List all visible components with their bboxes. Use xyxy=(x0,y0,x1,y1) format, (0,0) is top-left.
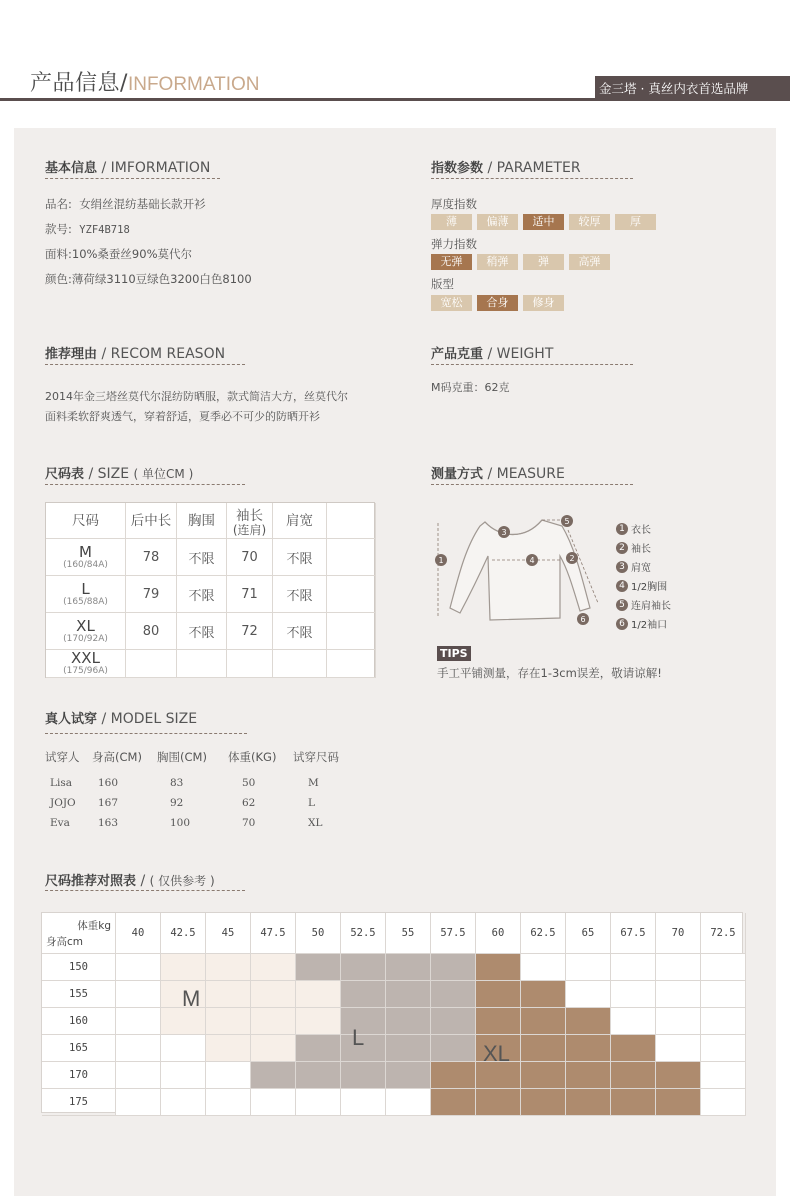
marker-4: 4 xyxy=(529,556,535,565)
elastic-chip: 无弹 xyxy=(431,254,472,270)
grid-cell xyxy=(611,954,656,981)
grid-cell xyxy=(296,1089,341,1116)
grid-cell xyxy=(251,981,296,1008)
legend-label: 连肩袖长 xyxy=(631,601,671,612)
grid-cell xyxy=(251,1089,296,1116)
grid-cell xyxy=(161,1035,206,1062)
grid-cell xyxy=(701,1008,746,1035)
size-title-unit: ( 单位CM ) xyxy=(133,467,194,481)
grid-cell xyxy=(341,954,386,981)
model-title-en: / MODEL SIZE xyxy=(97,711,198,727)
page-title-cn: 产品信息 xyxy=(30,71,121,96)
thickness-chip: 偏薄 xyxy=(477,214,518,230)
model-divider xyxy=(45,733,247,734)
grid-cell xyxy=(206,1089,251,1116)
fit-label: 版型 xyxy=(431,277,454,291)
legend-number: 5 xyxy=(616,599,628,611)
measure-title xyxy=(431,463,565,482)
model-cell: Eva xyxy=(50,817,70,829)
model-cell: 160 xyxy=(98,777,119,789)
grid-cell xyxy=(161,1062,206,1089)
legend-number: 6 xyxy=(616,618,628,630)
grid-cell xyxy=(341,981,386,1008)
grid-cell xyxy=(116,1062,161,1089)
corner-height-label: 身高cm xyxy=(46,936,84,948)
marker-1: 1 xyxy=(438,556,444,565)
legend-label: 肩宽 xyxy=(631,563,651,574)
info-label: 颜色: xyxy=(45,272,72,286)
reason-title xyxy=(45,343,225,362)
grid-cell xyxy=(431,981,476,1008)
size-code: M xyxy=(79,542,92,561)
size-row-chest: 不限 xyxy=(177,539,227,576)
grid-cell xyxy=(521,1062,566,1089)
weight-header: 72.5 xyxy=(701,913,746,954)
size-table-title xyxy=(45,463,193,482)
weight-header: 42.5 xyxy=(161,913,206,954)
grid-cell xyxy=(521,1008,566,1035)
grid-cell xyxy=(431,1089,476,1116)
model-cell: M xyxy=(308,777,319,789)
model-cell: 83 xyxy=(170,777,184,789)
size-header-chest: 胸围 xyxy=(177,503,227,539)
tips-text: 手工平铺测量，存在1-3cm误差，敬请谅解! xyxy=(437,666,662,680)
size-code: XXL xyxy=(71,649,100,667)
height-header: 150 xyxy=(42,954,116,981)
size-spec: (165/88A) xyxy=(63,596,108,607)
grid-cell xyxy=(386,954,431,981)
size-row-sleeve: 70 xyxy=(227,539,273,576)
size-row-blank xyxy=(327,539,376,576)
size-header-blank xyxy=(327,503,376,539)
grid-corner xyxy=(42,913,116,954)
grid-cell xyxy=(476,1089,521,1116)
size-header-size: 尺码 xyxy=(46,503,126,539)
model-header: 体重(KG) xyxy=(228,750,277,764)
grid-cell xyxy=(386,1035,431,1062)
weight-header: 67.5 xyxy=(611,913,656,954)
grid-cell xyxy=(611,981,656,1008)
legend-number: 1 xyxy=(616,523,628,535)
recommend-title xyxy=(45,870,215,889)
grid-cell xyxy=(251,1035,296,1062)
model-cell: 167 xyxy=(98,797,119,809)
reason-line-2: 面料柔软舒爽透气，穿着舒适，夏季必不可少的防晒开衫 xyxy=(45,410,320,423)
marker-3: 3 xyxy=(501,528,507,537)
size-label-wrap xyxy=(63,542,108,570)
size-recommend-grid xyxy=(41,912,743,1113)
size-spec: (160/84A) xyxy=(63,559,108,570)
weight-header: 60 xyxy=(476,913,521,954)
size-header-sleeve-label: 袖长 xyxy=(236,508,263,524)
shirt-outline xyxy=(450,520,590,620)
basic-info-title-cn: 基本信息 xyxy=(45,161,98,176)
height-header: 175 xyxy=(42,1089,116,1116)
weight-header: 40 xyxy=(116,913,161,954)
size-title-cn: 尺码表 xyxy=(45,467,85,482)
header-rule xyxy=(0,98,595,101)
page-title-en: INFORMATION xyxy=(127,74,260,95)
fit-chip: 宽松 xyxy=(431,295,472,311)
brand-banner: 金三塔 · 真丝内衣首选品牌 xyxy=(595,76,790,101)
height-header: 165 xyxy=(42,1035,116,1062)
reason-divider xyxy=(45,364,245,365)
basic-info-title-en: / IMFORMATION xyxy=(97,160,211,176)
grid-cell xyxy=(566,1062,611,1089)
info-value: 10%桑蚕丝90%莫代尔 xyxy=(71,247,192,261)
grid-cell xyxy=(296,1035,341,1062)
grid-cell xyxy=(116,1035,161,1062)
grid-cell xyxy=(701,1062,746,1089)
weight-title-cn: 产品克重 xyxy=(431,347,484,362)
model-header: 胸围(CM) xyxy=(157,750,207,764)
grid-cell xyxy=(611,1008,656,1035)
legend-label: 1/2胸围 xyxy=(631,582,668,593)
size-header-sleeve-wrap xyxy=(233,509,266,537)
grid-cell xyxy=(341,1062,386,1089)
info-label: 面料: xyxy=(45,247,72,261)
grid-cell xyxy=(431,1062,476,1089)
grid-cell xyxy=(566,954,611,981)
measure-divider xyxy=(431,484,633,485)
measure-title-en: / MEASURE xyxy=(483,466,565,482)
model-header: 试穿尺码 xyxy=(293,750,339,764)
basic-info-divider xyxy=(45,178,220,179)
grid-cell xyxy=(476,1008,521,1035)
legend-number: 4 xyxy=(616,580,628,592)
size-label-wrap xyxy=(63,579,108,607)
legend-item xyxy=(616,616,667,631)
grid-cell xyxy=(521,954,566,981)
legend-item xyxy=(616,540,651,555)
size-row-chest: 不限 xyxy=(177,613,227,650)
grid-cell xyxy=(116,1089,161,1116)
grid-cell xyxy=(656,1062,701,1089)
info-value: YZF4B718 xyxy=(79,224,130,236)
model-cell: 50 xyxy=(242,777,256,789)
elastic-label: 弹力指数 xyxy=(431,237,477,251)
size-code: L xyxy=(81,579,90,598)
grid-cell xyxy=(656,954,701,981)
size-row-length: 78 xyxy=(126,539,177,576)
size-label-wrap xyxy=(63,616,108,644)
basic-info-title xyxy=(45,157,210,176)
size-header-sleeve-sub: (连肩) xyxy=(232,523,267,537)
grid-cell xyxy=(116,981,161,1008)
size-header-sleeve xyxy=(227,503,273,539)
grid-cell xyxy=(701,954,746,981)
size-divider xyxy=(45,484,245,485)
grid-cell xyxy=(431,1008,476,1035)
legend-number: 3 xyxy=(616,561,628,573)
grid-cell xyxy=(341,1089,386,1116)
marker-5: 5 xyxy=(564,517,570,526)
size-row-chest: 不限 xyxy=(177,576,227,613)
reason-title-cn: 推荐理由 xyxy=(45,347,98,362)
elastic-chip: 弹 xyxy=(523,254,564,270)
legend-item xyxy=(616,578,667,593)
weight-text: M码克重：62克 xyxy=(431,381,510,394)
grid-cell xyxy=(701,1035,746,1062)
size-row-shoulder: 不限 xyxy=(273,576,327,613)
size-label-wrap xyxy=(63,651,108,676)
weight-title-en: / WEIGHT xyxy=(483,346,554,362)
thickness-label: 厚度指数 xyxy=(431,197,477,211)
model-title-cn: 真人试穿 xyxy=(45,712,98,727)
size-row-chest xyxy=(177,650,227,678)
corner-weight-label: 体重kg xyxy=(77,920,111,932)
model-cell: JOJO xyxy=(50,797,76,809)
info-label: 款号: xyxy=(45,222,72,236)
grid-cell xyxy=(431,1035,476,1062)
grid-cell xyxy=(611,1062,656,1089)
grid-cell xyxy=(566,1035,611,1062)
grid-cell xyxy=(296,1008,341,1035)
model-cell: 70 xyxy=(242,817,256,829)
weight-header: 57.5 xyxy=(431,913,476,954)
grid-cell xyxy=(701,981,746,1008)
legend-item xyxy=(616,521,651,536)
size-spec: (175/96A) xyxy=(63,666,108,676)
grid-cell xyxy=(656,1089,701,1116)
size-row-length: 80 xyxy=(126,613,177,650)
size-row-length xyxy=(126,650,177,678)
thickness-chip: 厚 xyxy=(615,214,656,230)
model-header: 身高(CM) xyxy=(92,750,142,764)
grid-cell xyxy=(116,954,161,981)
weight-header: 62.5 xyxy=(521,913,566,954)
grid-cell xyxy=(206,1035,251,1062)
size-row-length: 79 xyxy=(126,576,177,613)
height-header: 155 xyxy=(42,981,116,1008)
page-title-slash: / xyxy=(120,71,128,96)
model-cell: 92 xyxy=(170,797,184,809)
legend-label: 袖长 xyxy=(631,544,651,555)
thickness-chip: 适中 xyxy=(523,214,564,230)
info-value: 薄荷绿3110豆绿色3200白色8100 xyxy=(71,272,252,286)
weight-header: 55 xyxy=(386,913,431,954)
grid-size-label: M xyxy=(182,986,201,1011)
grid-cell xyxy=(161,1008,206,1035)
size-title-en: / SIZE xyxy=(84,466,130,482)
size-row-shoulder: 不限 xyxy=(273,539,327,576)
grid-cell xyxy=(161,1089,206,1116)
grid-cell xyxy=(251,954,296,981)
grid-cell xyxy=(476,954,521,981)
weight-header: 65 xyxy=(566,913,611,954)
grid-cell xyxy=(386,1089,431,1116)
parameter-title xyxy=(431,157,581,176)
grid-cell xyxy=(566,1008,611,1035)
grid-cell xyxy=(161,954,206,981)
grid-cell xyxy=(521,1035,566,1062)
size-row-sleeve: 71 xyxy=(227,576,273,613)
thickness-chip: 薄 xyxy=(431,214,472,230)
model-cell: XL xyxy=(308,817,323,829)
grid-cell xyxy=(386,1008,431,1035)
measure-title-cn: 测量方式 xyxy=(431,467,484,482)
grid-size-label: XL xyxy=(483,1041,510,1066)
legend-item xyxy=(616,597,671,612)
model-cell: 62 xyxy=(242,797,256,809)
recommend-title-note: ( 仅供参考 ) xyxy=(149,874,215,888)
weight-header: 50 xyxy=(296,913,341,954)
legend-item xyxy=(616,559,651,574)
grid-cell xyxy=(656,1035,701,1062)
grid-cell xyxy=(386,1062,431,1089)
elastic-chip: 稍弹 xyxy=(477,254,518,270)
grid-cell xyxy=(701,1089,746,1116)
recommend-title-cn: 尺码推荐对照表 xyxy=(45,874,137,889)
height-header: 160 xyxy=(42,1008,116,1035)
legend-label: 衣长 xyxy=(631,525,651,536)
model-header: 试穿人 xyxy=(45,750,80,764)
size-row-shoulder: 不限 xyxy=(273,613,327,650)
info-line-color xyxy=(45,271,252,287)
weight-title xyxy=(431,343,553,362)
weight-divider xyxy=(431,364,633,365)
size-row-label xyxy=(46,650,126,678)
grid-cell xyxy=(206,954,251,981)
weight-header: 70 xyxy=(656,913,701,954)
info-line-code xyxy=(45,221,130,237)
recommend-divider xyxy=(45,890,245,891)
legend-label: 1/2袖口 xyxy=(631,620,668,631)
grid-cell xyxy=(656,981,701,1008)
info-line-name xyxy=(45,196,206,212)
parameter-title-en: / PARAMETER xyxy=(483,160,581,176)
fit-chip: 修身 xyxy=(523,295,564,311)
model-cell: 100 xyxy=(170,817,191,829)
parameter-divider xyxy=(431,178,633,179)
grid-cell xyxy=(206,981,251,1008)
grid-cell xyxy=(566,1089,611,1116)
weight-header: 52.5 xyxy=(341,913,386,954)
grid-cell xyxy=(656,1008,701,1035)
size-code: XL xyxy=(76,616,95,635)
model-title xyxy=(45,708,197,727)
size-row-label xyxy=(46,539,126,576)
thickness-chip: 较厚 xyxy=(569,214,610,230)
size-row-blank xyxy=(327,650,376,678)
elastic-chip: 高弹 xyxy=(569,254,610,270)
weight-header: 45 xyxy=(206,913,251,954)
marker-6: 6 xyxy=(580,615,586,624)
grid-cell xyxy=(296,954,341,981)
model-cell: L xyxy=(308,797,315,809)
reason-line-1: 2014年金三塔丝莫代尔混纺防晒服，款式简洁大方，丝莫代尔 xyxy=(45,390,348,403)
grid-cell xyxy=(206,1008,251,1035)
size-row-sleeve xyxy=(227,650,273,678)
size-header-length: 后中长 xyxy=(126,503,177,539)
legend-number: 2 xyxy=(616,542,628,554)
grid-cell xyxy=(296,981,341,1008)
size-row-blank xyxy=(327,613,376,650)
size-row-sleeve: 72 xyxy=(227,613,273,650)
grid-size-label: L xyxy=(352,1025,365,1050)
info-label: 品名: xyxy=(45,197,72,211)
size-row-shoulder xyxy=(273,650,327,678)
grid-cell xyxy=(476,981,521,1008)
parameter-title-cn: 指数参数 xyxy=(431,161,484,176)
grid-cell xyxy=(521,981,566,1008)
grid-cell xyxy=(611,1035,656,1062)
size-row-blank xyxy=(327,576,376,613)
size-row-label xyxy=(46,613,126,650)
grid-cell xyxy=(116,1008,161,1035)
fit-chip: 合身 xyxy=(477,295,518,311)
height-header: 170 xyxy=(42,1062,116,1089)
size-row-label xyxy=(46,576,126,613)
grid-cell xyxy=(251,1062,296,1089)
weight-header: 47.5 xyxy=(251,913,296,954)
model-cell: 163 xyxy=(98,817,119,829)
grid-cell xyxy=(521,1089,566,1116)
marker-2: 2 xyxy=(569,554,575,563)
measure-diagram xyxy=(430,508,615,633)
reason-title-en: / RECOM REASON xyxy=(97,346,226,362)
model-cell: Lisa xyxy=(50,777,72,789)
grid-cell xyxy=(611,1089,656,1116)
info-line-fabric xyxy=(45,246,192,262)
grid-cell xyxy=(206,1062,251,1089)
recommend-title-en: / xyxy=(136,873,150,889)
size-table xyxy=(45,502,375,678)
grid-cell xyxy=(431,954,476,981)
grid-cell xyxy=(566,981,611,1008)
tips-badge: TIPS xyxy=(437,646,471,661)
size-spec: (170/92A) xyxy=(63,633,108,644)
grid-cell xyxy=(386,981,431,1008)
size-header-shoulder: 肩宽 xyxy=(273,503,327,539)
info-value: 女绢丝混纺基础长款开衫 xyxy=(79,197,206,211)
grid-cell xyxy=(296,1062,341,1089)
grid-cell xyxy=(251,1008,296,1035)
page-title xyxy=(30,66,260,97)
